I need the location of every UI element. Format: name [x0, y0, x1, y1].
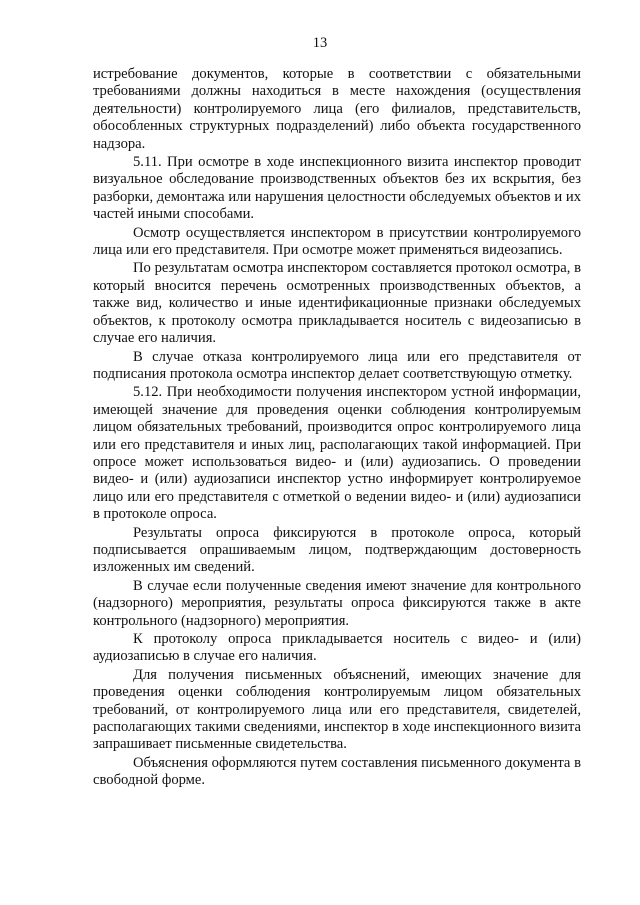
paragraph-continuation: истребование документов, которые в соответствии с обязательными требованиями должны находиться в месте нахождения (осуществления деятельности) контролируемого лица (его филиалов, представительств, обособленных структурных подразделений) либо объекта государственного надзора. [93, 66, 581, 152]
paragraph-inspection-presence: Осмотр осуществляется инспектором в присутствии контролируемого лица или его представителя. При осмотре может применяться видеозапись. [93, 224, 581, 259]
paragraph-interview-media: К протоколу опроса прикладывается носитель с видео- и (или) аудиозаписью в случае его наличия. [93, 631, 581, 665]
paragraph-explanations-form: Объяснения оформляются путем составления письменного документа в свободной форме. [93, 754, 581, 789]
paragraph-5-11-inspection: 5.11. При осмотре в ходе инспекционного визита инспектор проводит визуальное обследование производственных объектов без их вскрытия, без разборки, демонтажа или нарушения целостности обследуемых объектов и их частей иными способами. [93, 154, 581, 223]
document-body [93, 66, 581, 790]
page-number: 13 [312, 35, 328, 51]
paragraph-interview-act: В случае если полученные сведения имеют значение для контрольного (надзорного) мероприятия, результаты опроса фиксируются также в акте контрольного (надзорного) мероприятия. [93, 577, 581, 629]
paragraph-written-explanations: Для получения письменных объяснений, имеющих значение для проведения оценки соблюдения контролируемым лицом обязательных требований, от контролируемого лица или его представителя, свидетелей, располагающих такими сведениями, инспектор в ходе инспекционного визита запрашивает письменные свидетельства. [93, 666, 581, 753]
paragraph-refusal-mark: В случае отказа контролируемого лица или его представителя от подписания протокола осмотра инспектор делает соответствующую отметку. [93, 348, 581, 382]
paragraph-interview-results: Результаты опроса фиксируются в протоколе опроса, который подписывается опрашиваемым лицом, подтверждающим достоверность изложенных им сведений. [93, 524, 581, 576]
paragraph-5-12-interview: 5.12. При необходимости получения инспектором устной информации, имеющей значение для проведения оценки соблюдения контролируемым лицом обязательных требований, производится опрос контролируемого лица или его представителя и иных лиц, располагающих такой информацией. При опросе может использоваться видео- и (или) аудиозапись. О проведении видео- и (или) аудиозаписи инспектор устно информирует контролируемое лицо или его представителя с отметкой о ведении видео- и (или) аудиозаписи в протоколе опроса. [93, 384, 581, 523]
paragraph-inspection-protocol: По результатам осмотра инспектором составляется протокол осмотра, в который вносится перечень осмотренных производственных объектов, а также вид, количество и иные идентификационные признаки обследуемых объектов, к протоколу осмотра прикладывается носитель с видеозаписью в случае его наличия. [93, 260, 581, 347]
